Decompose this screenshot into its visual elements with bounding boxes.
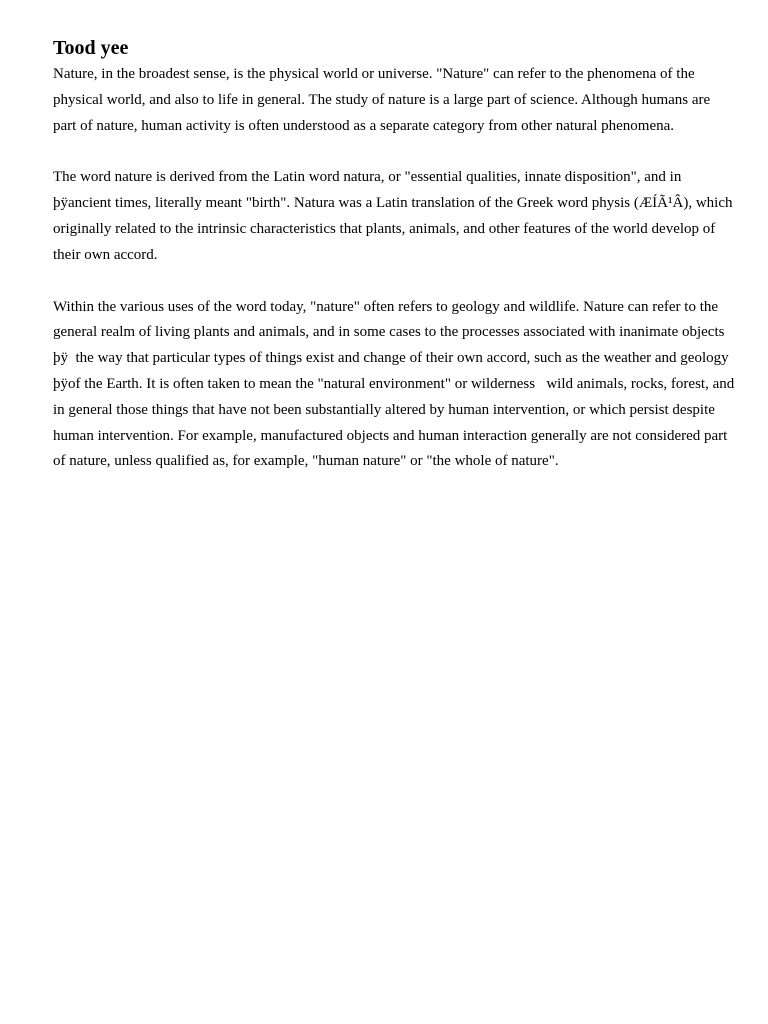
- paragraph-2: [53, 165, 743, 268]
- text-line: þÿof the Earth. It is often taken to mean the "natural environment" or wilderness wild animals, rocks, forest, and: [53, 375, 735, 392]
- text-line: The word nature is derived from the Latin word natura, or "essential qualities, innate disposition", and in: [53, 169, 682, 186]
- text-line: of nature, unless qualified as, for example, "human nature" or "the whole of nature".: [53, 453, 559, 470]
- text-line: originally related to the intrinsic characteristics that plants, animals, and other features of the world develop of: [53, 220, 716, 237]
- text-line: Nature, in the broadest sense, is the physical world or universe. "Nature" can refer to the phenomena of the: [53, 66, 695, 82]
- document-title: Tood yee: [53, 37, 129, 59]
- text-line: þÿ the way that particular types of things exist and change of their own accord, such as the weather and geology: [53, 350, 729, 367]
- text-line: þÿancient times, literally meant "birth". Natura was a Latin translation of the Greek word physis (ÆÍÃ¹Â), which: [53, 195, 733, 212]
- text-line: part of nature, human activity is often understood as a separate category from other natural phenomena.: [53, 117, 675, 134]
- text-line: physical world, and also to life in general. The study of nature is a large part of science. Although humans are: [53, 91, 711, 108]
- paragraph-spacer: [53, 139, 743, 165]
- text-line: in general those things that have not been substantially altered by human intervention, or which persist despite: [53, 401, 715, 418]
- paragraph-3: [53, 295, 743, 476]
- text-line: human intervention. For example, manufactured objects and human interaction generally are not considered part: [53, 427, 728, 444]
- text-line: general realm of living plants and animals, and in some cases to the processes associated with inanimate objects: [53, 324, 725, 341]
- paragraph-spacer: [53, 269, 743, 295]
- paragraph-1: [53, 62, 743, 139]
- text-line: their own accord.: [53, 246, 158, 263]
- text-line: Within the various uses of the word today, "nature" often refers to geology and wildlife. Nature can refer to the: [53, 298, 719, 315]
- document-page: [53, 34, 743, 475]
